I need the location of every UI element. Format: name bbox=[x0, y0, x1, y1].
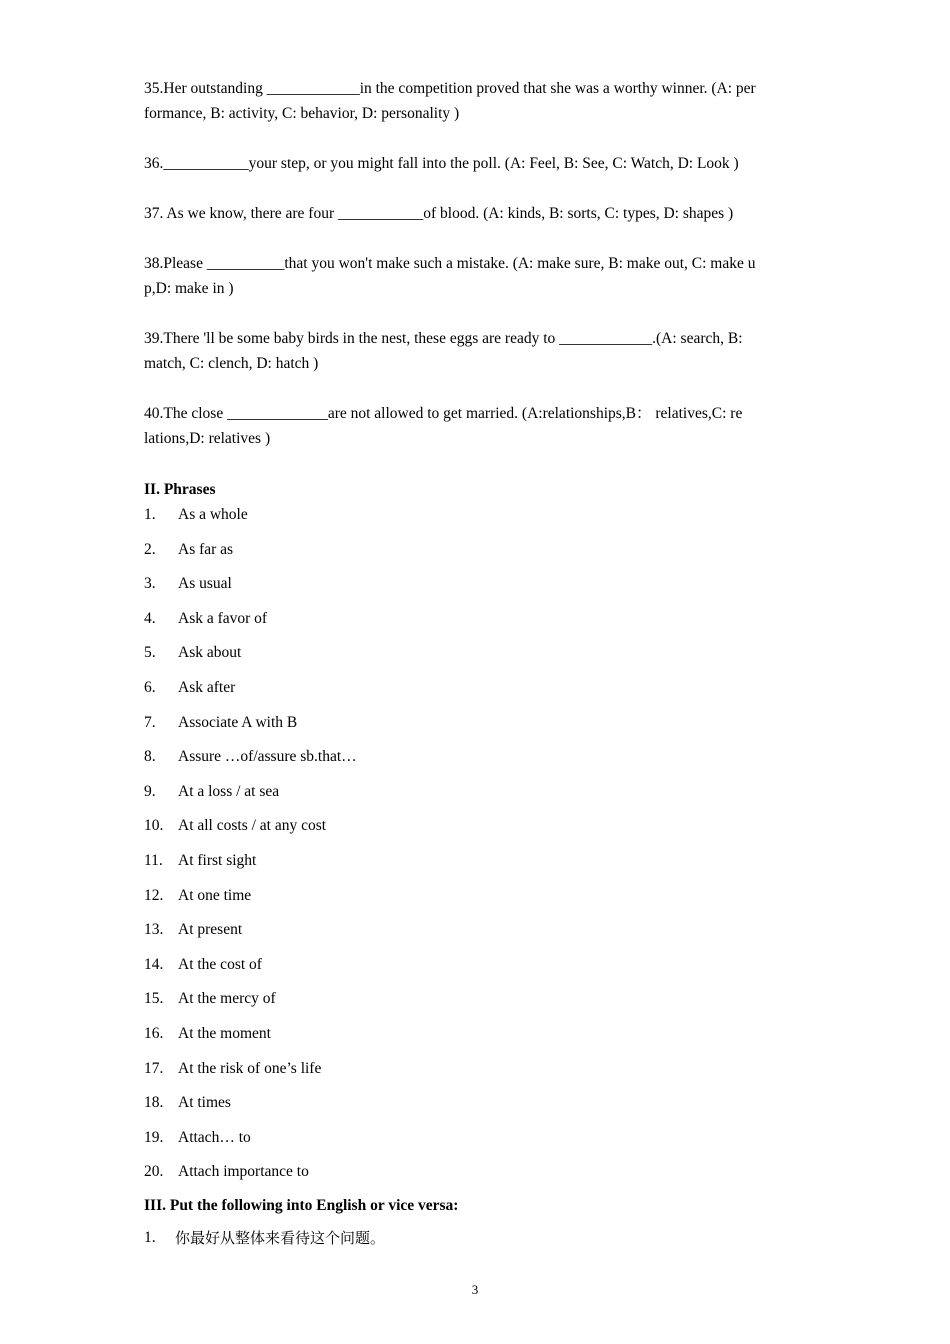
list-item bbox=[144, 746, 808, 781]
phrase-text: Assure …of/assure sb.that… bbox=[178, 748, 357, 766]
question-line: match, C: clench, D: hatch ) bbox=[144, 355, 319, 372]
question-line: 37. As we know, there are four ___________of blood. (A: kinds, B: sorts, C: types, D: shapes ) bbox=[144, 205, 734, 222]
question-line: lations,D: relatives ) bbox=[144, 430, 271, 447]
list-number: 11. bbox=[144, 851, 163, 869]
list-number: 1. bbox=[144, 1228, 156, 1246]
phrase-list bbox=[144, 504, 808, 1196]
question-40 bbox=[144, 401, 808, 451]
question-36 bbox=[144, 151, 808, 176]
list-number: 2. bbox=[144, 540, 156, 558]
phrase-text: Ask after bbox=[178, 678, 236, 696]
list-item bbox=[144, 954, 808, 989]
phrase-text: At first sight bbox=[178, 851, 257, 869]
list-item bbox=[144, 642, 808, 677]
list-number: 16. bbox=[144, 1024, 164, 1042]
list-item bbox=[144, 539, 808, 574]
question-line: 36.___________your step, or you might fall into the poll. (A: Feel, B: See, C: Watch, D: Look ) bbox=[144, 155, 739, 172]
list-item bbox=[144, 885, 808, 920]
list-item bbox=[144, 781, 808, 816]
list-item bbox=[144, 677, 808, 712]
phrase-text: Associate A with B bbox=[178, 713, 298, 731]
question-line: 35.Her outstanding ____________in the competition proved that she was a worthy winner. (A: per bbox=[144, 80, 756, 97]
list-number: 18. bbox=[144, 1094, 164, 1112]
list-number: 6. bbox=[144, 678, 156, 696]
question-38 bbox=[144, 251, 808, 301]
list-number: 20. bbox=[144, 1163, 164, 1181]
phrase-text: At the mercy of bbox=[178, 990, 276, 1008]
list-item bbox=[144, 504, 808, 539]
list-number: 8. bbox=[144, 748, 156, 766]
document-page bbox=[144, 76, 808, 1249]
list-item bbox=[144, 815, 808, 850]
list-number: 13. bbox=[144, 921, 164, 939]
page-number: 3 bbox=[471, 1282, 479, 1297]
list-item bbox=[144, 988, 808, 1023]
phrases-heading: II. Phrases bbox=[144, 481, 216, 498]
list-item bbox=[144, 1127, 808, 1162]
question-line: 40.The close _____________are not allowed to get married. (A:relationships,B： relatives,C: re bbox=[144, 405, 743, 422]
list-number: 10. bbox=[144, 817, 164, 835]
phrase-text: Attach… to bbox=[178, 1128, 251, 1146]
phrase-text: At a loss / at sea bbox=[178, 782, 280, 800]
translation-item bbox=[144, 1227, 808, 1249]
translation-heading: III. Put the following into English or vice versa: bbox=[144, 1196, 459, 1214]
list-item bbox=[144, 1161, 808, 1196]
question-line: 38.Please __________that you won't make such a mistake. (A: make sure, B: make out, C: make u bbox=[144, 255, 756, 272]
phrase-text: As a whole bbox=[178, 506, 248, 523]
list-number: 1. bbox=[144, 506, 156, 523]
question-line: formance, B: activity, C: behavior, D: personality ) bbox=[144, 105, 460, 122]
list-item bbox=[144, 712, 808, 747]
phrase-text: Attach importance to bbox=[178, 1163, 309, 1181]
phrase-text: At times bbox=[178, 1094, 231, 1112]
phrase-text: As usual bbox=[178, 575, 232, 593]
phrase-text: Ask about bbox=[178, 644, 242, 662]
list-item bbox=[144, 1092, 808, 1127]
question-35 bbox=[144, 76, 808, 126]
list-number: 12. bbox=[144, 886, 164, 904]
question-list bbox=[144, 76, 808, 451]
phrase-text: At present bbox=[178, 921, 243, 939]
question-37 bbox=[144, 201, 808, 226]
list-number: 4. bbox=[144, 609, 156, 627]
list-number: 17. bbox=[144, 1059, 164, 1077]
list-number: 9. bbox=[144, 782, 156, 800]
translation-text: 你最好从整体来看待这个问题。 bbox=[175, 1228, 386, 1247]
list-item bbox=[144, 1058, 808, 1093]
list-number: 15. bbox=[144, 990, 164, 1008]
list-number: 19. bbox=[144, 1128, 164, 1146]
list-number: 3. bbox=[144, 575, 156, 593]
question-line: p,D: make in ) bbox=[144, 280, 234, 297]
phrase-text: At one time bbox=[178, 886, 252, 904]
list-number: 14. bbox=[144, 955, 164, 973]
question-39 bbox=[144, 326, 808, 376]
phrase-text: As far as bbox=[178, 540, 234, 558]
phrase-text: At the moment bbox=[178, 1024, 271, 1042]
question-line: 39.There 'll be some baby birds in the nest, these eggs are ready to ____________.(A: search, B: bbox=[144, 330, 743, 347]
list-item bbox=[144, 919, 808, 954]
list-item bbox=[144, 850, 808, 885]
phrase-text: At the cost of bbox=[178, 955, 262, 973]
list-item bbox=[144, 1023, 808, 1058]
list-number: 7. bbox=[144, 713, 156, 731]
phrase-text: Ask a favor of bbox=[178, 609, 268, 627]
list-number: 5. bbox=[144, 644, 156, 662]
phrase-text: At the risk of one’s life bbox=[178, 1059, 322, 1077]
phrase-text: At all costs / at any cost bbox=[178, 817, 327, 835]
list-item bbox=[144, 608, 808, 643]
list-item bbox=[144, 573, 808, 608]
